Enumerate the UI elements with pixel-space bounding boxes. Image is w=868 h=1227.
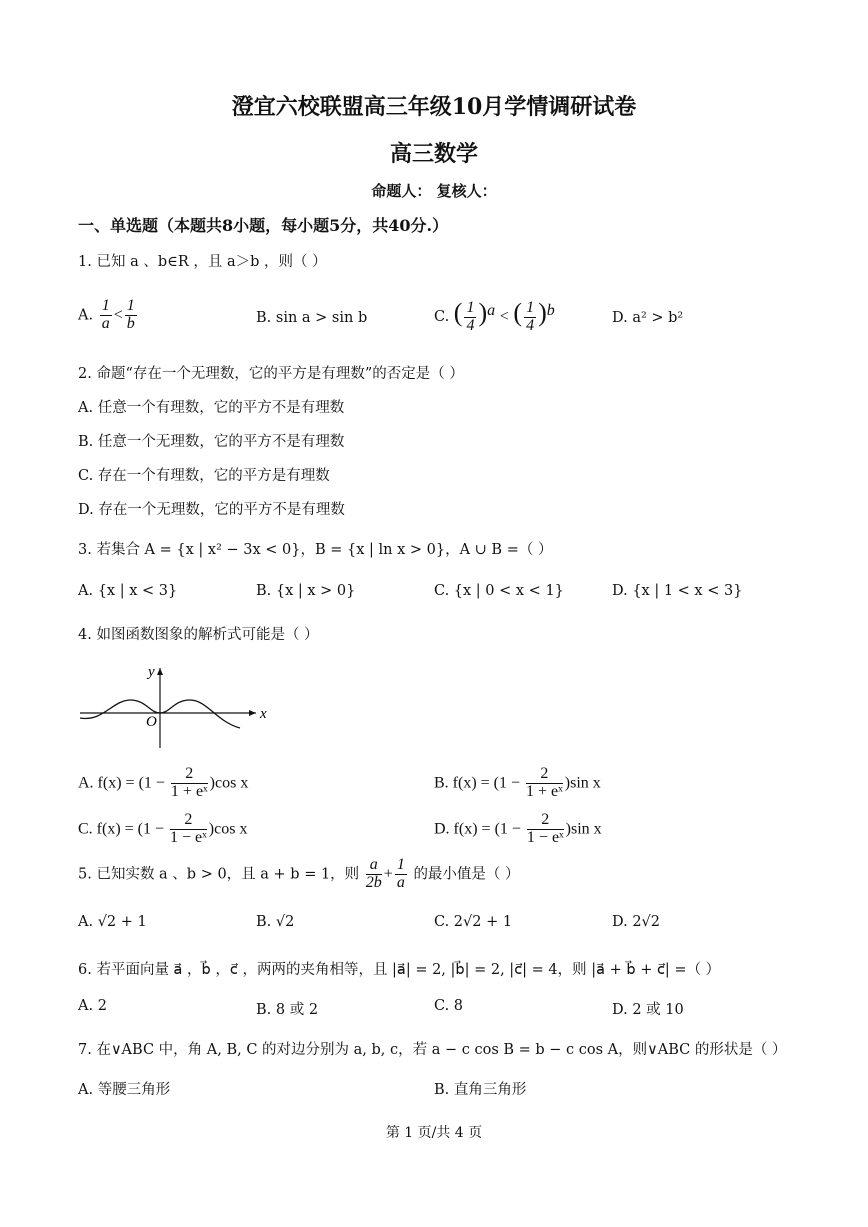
question-5: 5. 已知实数 a 、b > 0，且 a + b = 1，则 $\frac{a}{2b}$ + $\frac{1}{a}$ 的最小值是（ ） (78, 856, 520, 891)
question-7: 7. 在∨ABC 中，角 A, B, C 的对边分别为 a, b, c，若 a − c cos B = b − c cos A，则∨ABC 的形状是（ ） (78, 1042, 787, 1058)
q2-option-c: C. 存在一个有理数，它的平方是有理数 (78, 468, 330, 484)
question-2: 2. 命题“存在一个无理数，它的平方是有理数”的否定是（ ） (78, 366, 464, 382)
q6-option-d: D. 2 或 10 (612, 1002, 684, 1018)
q7-option-b: B. 直角三角形 (434, 1082, 527, 1098)
q3-option-b: B. {x | x > 0} (256, 583, 356, 599)
q1-option-c: C. ( $\frac{1}{4}$ )$^a$ < ( $\frac{1}{4}$ )$^b$ (434, 298, 555, 334)
q5-option-a: A. √2 + 1 (78, 914, 147, 930)
q6-option-a: A. 2 (78, 998, 107, 1014)
q5-option-c: C. 2√2 + 1 (434, 914, 513, 930)
subject-title: 高三数学 (389, 141, 478, 167)
q4-option-c: C. f(x) = (1 − $\frac{2}{\text{1 − eˣ}}$ )cos x (78, 811, 248, 846)
q3-option-d: D. {x | 1 < x < 3} (612, 583, 743, 599)
y-arrow (157, 668, 163, 675)
authors-line: 命题人： 复核人： (371, 182, 497, 200)
q5-option-d: D. 2√2 (612, 914, 661, 930)
exam-title: 澄宜六校联盟高三年级10月学情调研试卷 (231, 94, 637, 120)
q2-option-a: A. 任意一个有理数，它的平方不是有理数 (78, 400, 345, 416)
q4-option-d: D. f(x) = (1 − $\frac{2}{\text{1 − eˣ}}$ )sin x (434, 811, 602, 846)
question-4: 4. 如图函数图象的解析式可能是（ ） (78, 627, 319, 643)
page-footer: 第 1 页/共 4 页 (385, 1125, 483, 1141)
x-arrow (249, 710, 256, 716)
q3-option-a: A. {x | x < 3} (78, 583, 178, 599)
function-graph (78, 660, 268, 750)
section-heading: 一、单选题（本题共8小题，每小题5分，共40分.） (78, 216, 449, 235)
q6-option-b: B. 8 或 2 (256, 1002, 319, 1018)
q7-option-a: A. 等腰三角形 (78, 1082, 171, 1098)
question-1 (78, 250, 327, 271)
q6-option-c: C. 8 (434, 998, 464, 1014)
q3-option-c: C. {x | 0 < x < 1} (434, 583, 564, 599)
question-3: 3. 若集合 A = {x | x² − 3x < 0}，B = {x | ln x > 0}，A ∪ B =（ ） (78, 542, 553, 558)
q1-option-b: B. sin a > sin b (256, 310, 368, 326)
q1-rest: a 、b∈R ，且 a＞b ，则（ ） (130, 254, 327, 270)
x-label: x (260, 706, 267, 722)
q2-option-d: D. 存在一个无理数，它的平方不是有理数 (78, 502, 345, 518)
q5-option-b: B. √2 (256, 914, 295, 930)
q1-prefix: 1. 已知 (78, 254, 126, 270)
question-6: 6. 若平面向量 a⃗ ，b⃗ ，c⃗ ，两两的夹角相等，且 |a⃗| = 2, |b⃗| = 2, |c⃗| = 4，则 |a⃗ + b⃗ + c⃗| =（ ） (78, 962, 721, 978)
q1-option-d: D. a² > b² (612, 310, 684, 326)
y-label: y (148, 664, 155, 680)
origin-label: O (146, 714, 157, 730)
q1-option-a: A. $\frac{1}{a}$ < $\frac{1}{b}$ (78, 297, 135, 332)
q2-option-b: B. 任意一个无理数，它的平方不是有理数 (78, 434, 345, 450)
q4-option-b: B. f(x) = (1 − $\frac{2}{\text{1 + eˣ}}$ )sin x (434, 765, 601, 800)
q4-option-a: A. f(x) = (1 − $\frac{2}{\text{1 + eˣ}}$ )cos x (78, 765, 249, 800)
